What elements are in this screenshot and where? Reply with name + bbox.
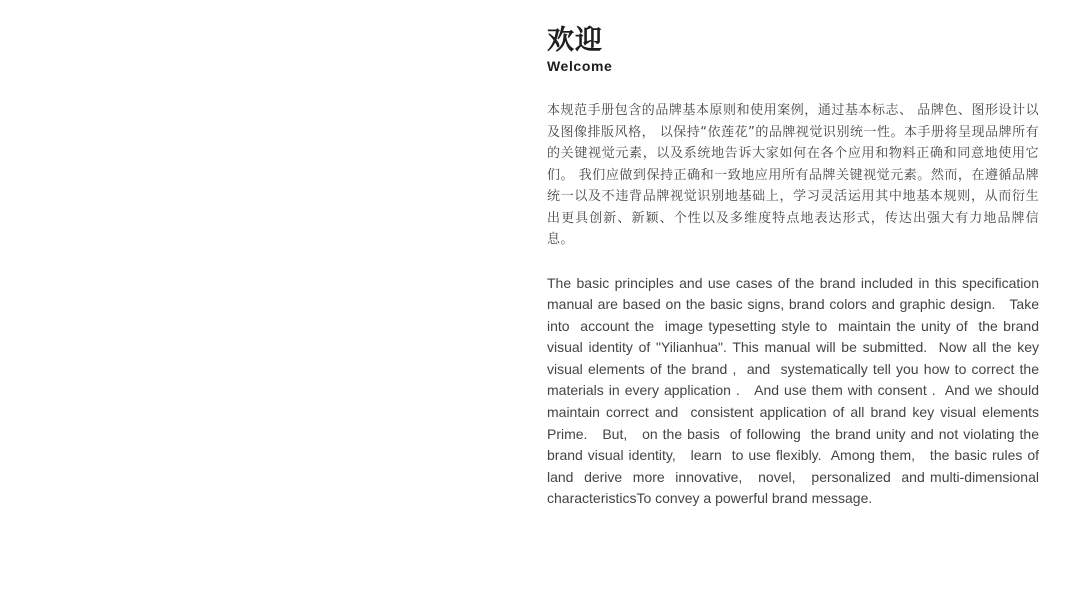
page-title-english: Welcome bbox=[547, 58, 613, 74]
page-title-chinese: 欢迎 bbox=[547, 25, 603, 56]
welcome-section bbox=[547, 24, 1043, 510]
intro-paragraph-english: The basic principles and use cases of the brand included in this specification manual are based on the basic signs, brand colors and graphic design. Take into account the image typesetting style to maintain the unity of the brand visual identity of "Yilianhua". This manual will be submitted. Now all the key visual elements of the brand , and systematically tell you how to correct the materials in every application . And use them with consent . And we should maintain correct and consistent application of all brand key visual elements Prime. But, on the basis of following the brand unity and not violating the brand visual identity, learn to use flexibly. Among them, the basic rules of land derive more innovative, novel, personalized and multi-dimensional characteristicsTo convey a powerful brand message. bbox=[547, 274, 1043, 507]
intro-paragraph-chinese: 本规范手册包含的品牌基本原则和使用案例，通过基本标志、 品牌色、图形设计以及图像排版风格， 以保持“依莲花”的品牌视觉识别统一性。本手册将呈现品牌所有的关键视觉元素，以及系统地告诉大家如何在各个应用和物料正确和同意地使用它们。 我们应做到保持正确和一致地应用所有品牌关键视觉元素。然而，在遵循品牌统一以及不违背品牌视觉识别地基础上，学习灵活运用其中地基本规则，从而衍生出更具创新、新颖、个性以及多维度特点地表达形式，传达出强大有力地品牌信息。 bbox=[547, 103, 1039, 247]
